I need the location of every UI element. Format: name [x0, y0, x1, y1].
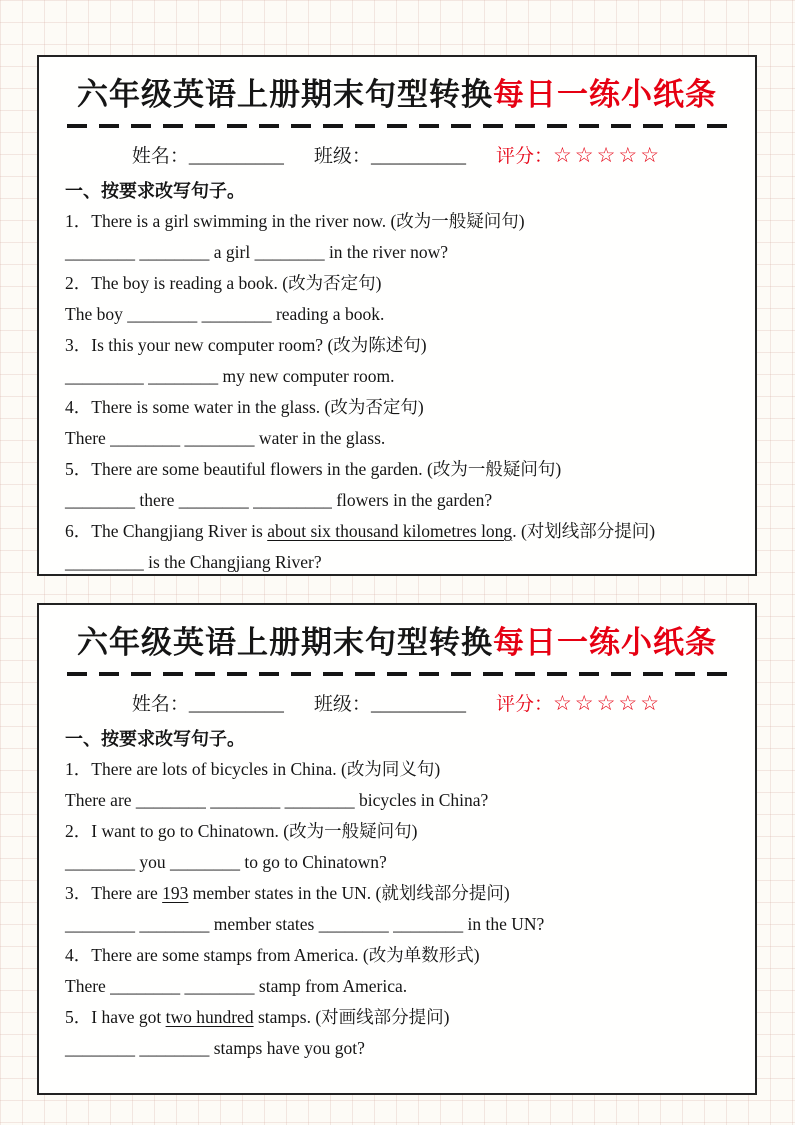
class-label: 班级：	[313, 146, 371, 167]
underlined-phrase: 193	[162, 883, 189, 903]
question-note: (改为陈述句)	[327, 335, 427, 355]
question-note: (改为一般疑问句)	[283, 821, 418, 841]
underlined-phrase: about six thousand kilometres long	[267, 521, 513, 541]
name-blank: __________	[188, 694, 284, 715]
question-text: 2．I want to go to Chinatown.	[65, 821, 284, 841]
name-blank: __________	[188, 146, 284, 167]
answer-line: ________ you ________ to go to Chinatown?	[65, 852, 387, 872]
question-text: 3．Is this your new computer room?	[65, 335, 328, 355]
question-text: 3．There are	[65, 883, 163, 903]
question-line	[65, 330, 729, 361]
question-note: (就划线部分提问)	[375, 883, 510, 903]
dashed-divider	[67, 672, 727, 676]
name-label: 姓名：	[131, 694, 189, 715]
question-line	[65, 268, 729, 299]
class-blank: __________	[370, 694, 466, 715]
worksheet-title	[65, 67, 729, 114]
student-info-row	[65, 141, 729, 168]
section-heading: 一、按要求改写句子。	[65, 729, 245, 749]
score-label: 评分：	[495, 146, 553, 167]
name-label: 姓名：	[131, 146, 189, 167]
answer-line: _________ ________ my new computer room.	[65, 366, 395, 386]
question-line	[65, 1002, 729, 1033]
class-label: 班级：	[313, 694, 371, 715]
section-heading: 一、按要求改写句子。	[65, 181, 245, 201]
question-line	[65, 392, 729, 423]
question-text: 4．There are some stamps from America.	[65, 945, 363, 965]
title-accent: 每日一练小纸条	[493, 625, 717, 660]
answer-line: ________ ________ stamps have you got?	[65, 1038, 365, 1058]
question-note: (改为否定句)	[324, 397, 424, 417]
question-line	[65, 878, 729, 909]
answer-line: _________ is the Changjiang River?	[65, 552, 322, 572]
worksheet-card-2	[37, 603, 757, 1095]
underlined-phrase: two hundred	[165, 1007, 254, 1027]
answer-line: ________ ________ a girl ________ in the river now?	[65, 242, 449, 262]
question-note: (改为一般疑问句)	[390, 211, 525, 231]
question-line	[65, 454, 729, 485]
student-info-row	[65, 689, 729, 716]
title-main: 六年级英语上册期末句型转换	[77, 77, 493, 112]
score-stars: ☆☆☆☆☆	[552, 143, 663, 167]
question-text-post: stamps.	[253, 1007, 316, 1027]
question-text: 1．There is a girl swimming in the river now.	[65, 211, 391, 231]
question-note: (对画线部分提问)	[315, 1007, 450, 1027]
question-text-post: .	[512, 521, 521, 541]
score-label: 评分：	[495, 694, 553, 715]
question-line	[65, 816, 729, 847]
answer-line: ________ ________ member states ________ ________ in the UN?	[65, 914, 545, 934]
question-text: 4．There is some water in the glass.	[65, 397, 325, 417]
question-text: 2．The boy is reading a book.	[65, 273, 283, 293]
answer-line: There are ________ ________ ________ bicycles in China?	[65, 790, 489, 810]
question-note: (改为单数形式)	[362, 945, 480, 965]
question-line	[65, 754, 729, 785]
question-text: 6．The Changjiang River is	[65, 521, 268, 541]
question-note: (改为一般疑问句)	[427, 459, 562, 479]
question-text: 1．There are lots of bicycles in China.	[65, 759, 342, 779]
answer-line: The boy ________ ________ reading a book.	[65, 304, 385, 324]
question-line	[65, 516, 729, 547]
question-text: 5．There are some beautiful flowers in the garden.	[65, 459, 428, 479]
question-note: (对划线部分提问)	[520, 521, 656, 541]
question-line	[65, 940, 729, 971]
question-text: 5．I have got	[65, 1007, 166, 1027]
answer-line: There ________ ________ stamp from America.	[65, 976, 408, 996]
answer-line: ________ there ________ _________ flowers in the garden?	[65, 490, 493, 510]
question-note: (改为否定句)	[282, 273, 382, 293]
title-accent: 每日一练小纸条	[493, 77, 717, 112]
worksheet-title	[65, 615, 729, 662]
worksheet-card-1	[37, 55, 757, 576]
question-text-post: member states in the UN.	[188, 883, 376, 903]
answer-line: There ________ ________ water in the glass.	[65, 428, 386, 448]
question-line	[65, 206, 729, 237]
score-stars: ☆☆☆☆☆	[552, 691, 663, 715]
question-note: (改为同义句)	[341, 759, 441, 779]
class-blank: __________	[370, 146, 466, 167]
dashed-divider	[67, 124, 727, 128]
title-main: 六年级英语上册期末句型转换	[77, 625, 493, 660]
